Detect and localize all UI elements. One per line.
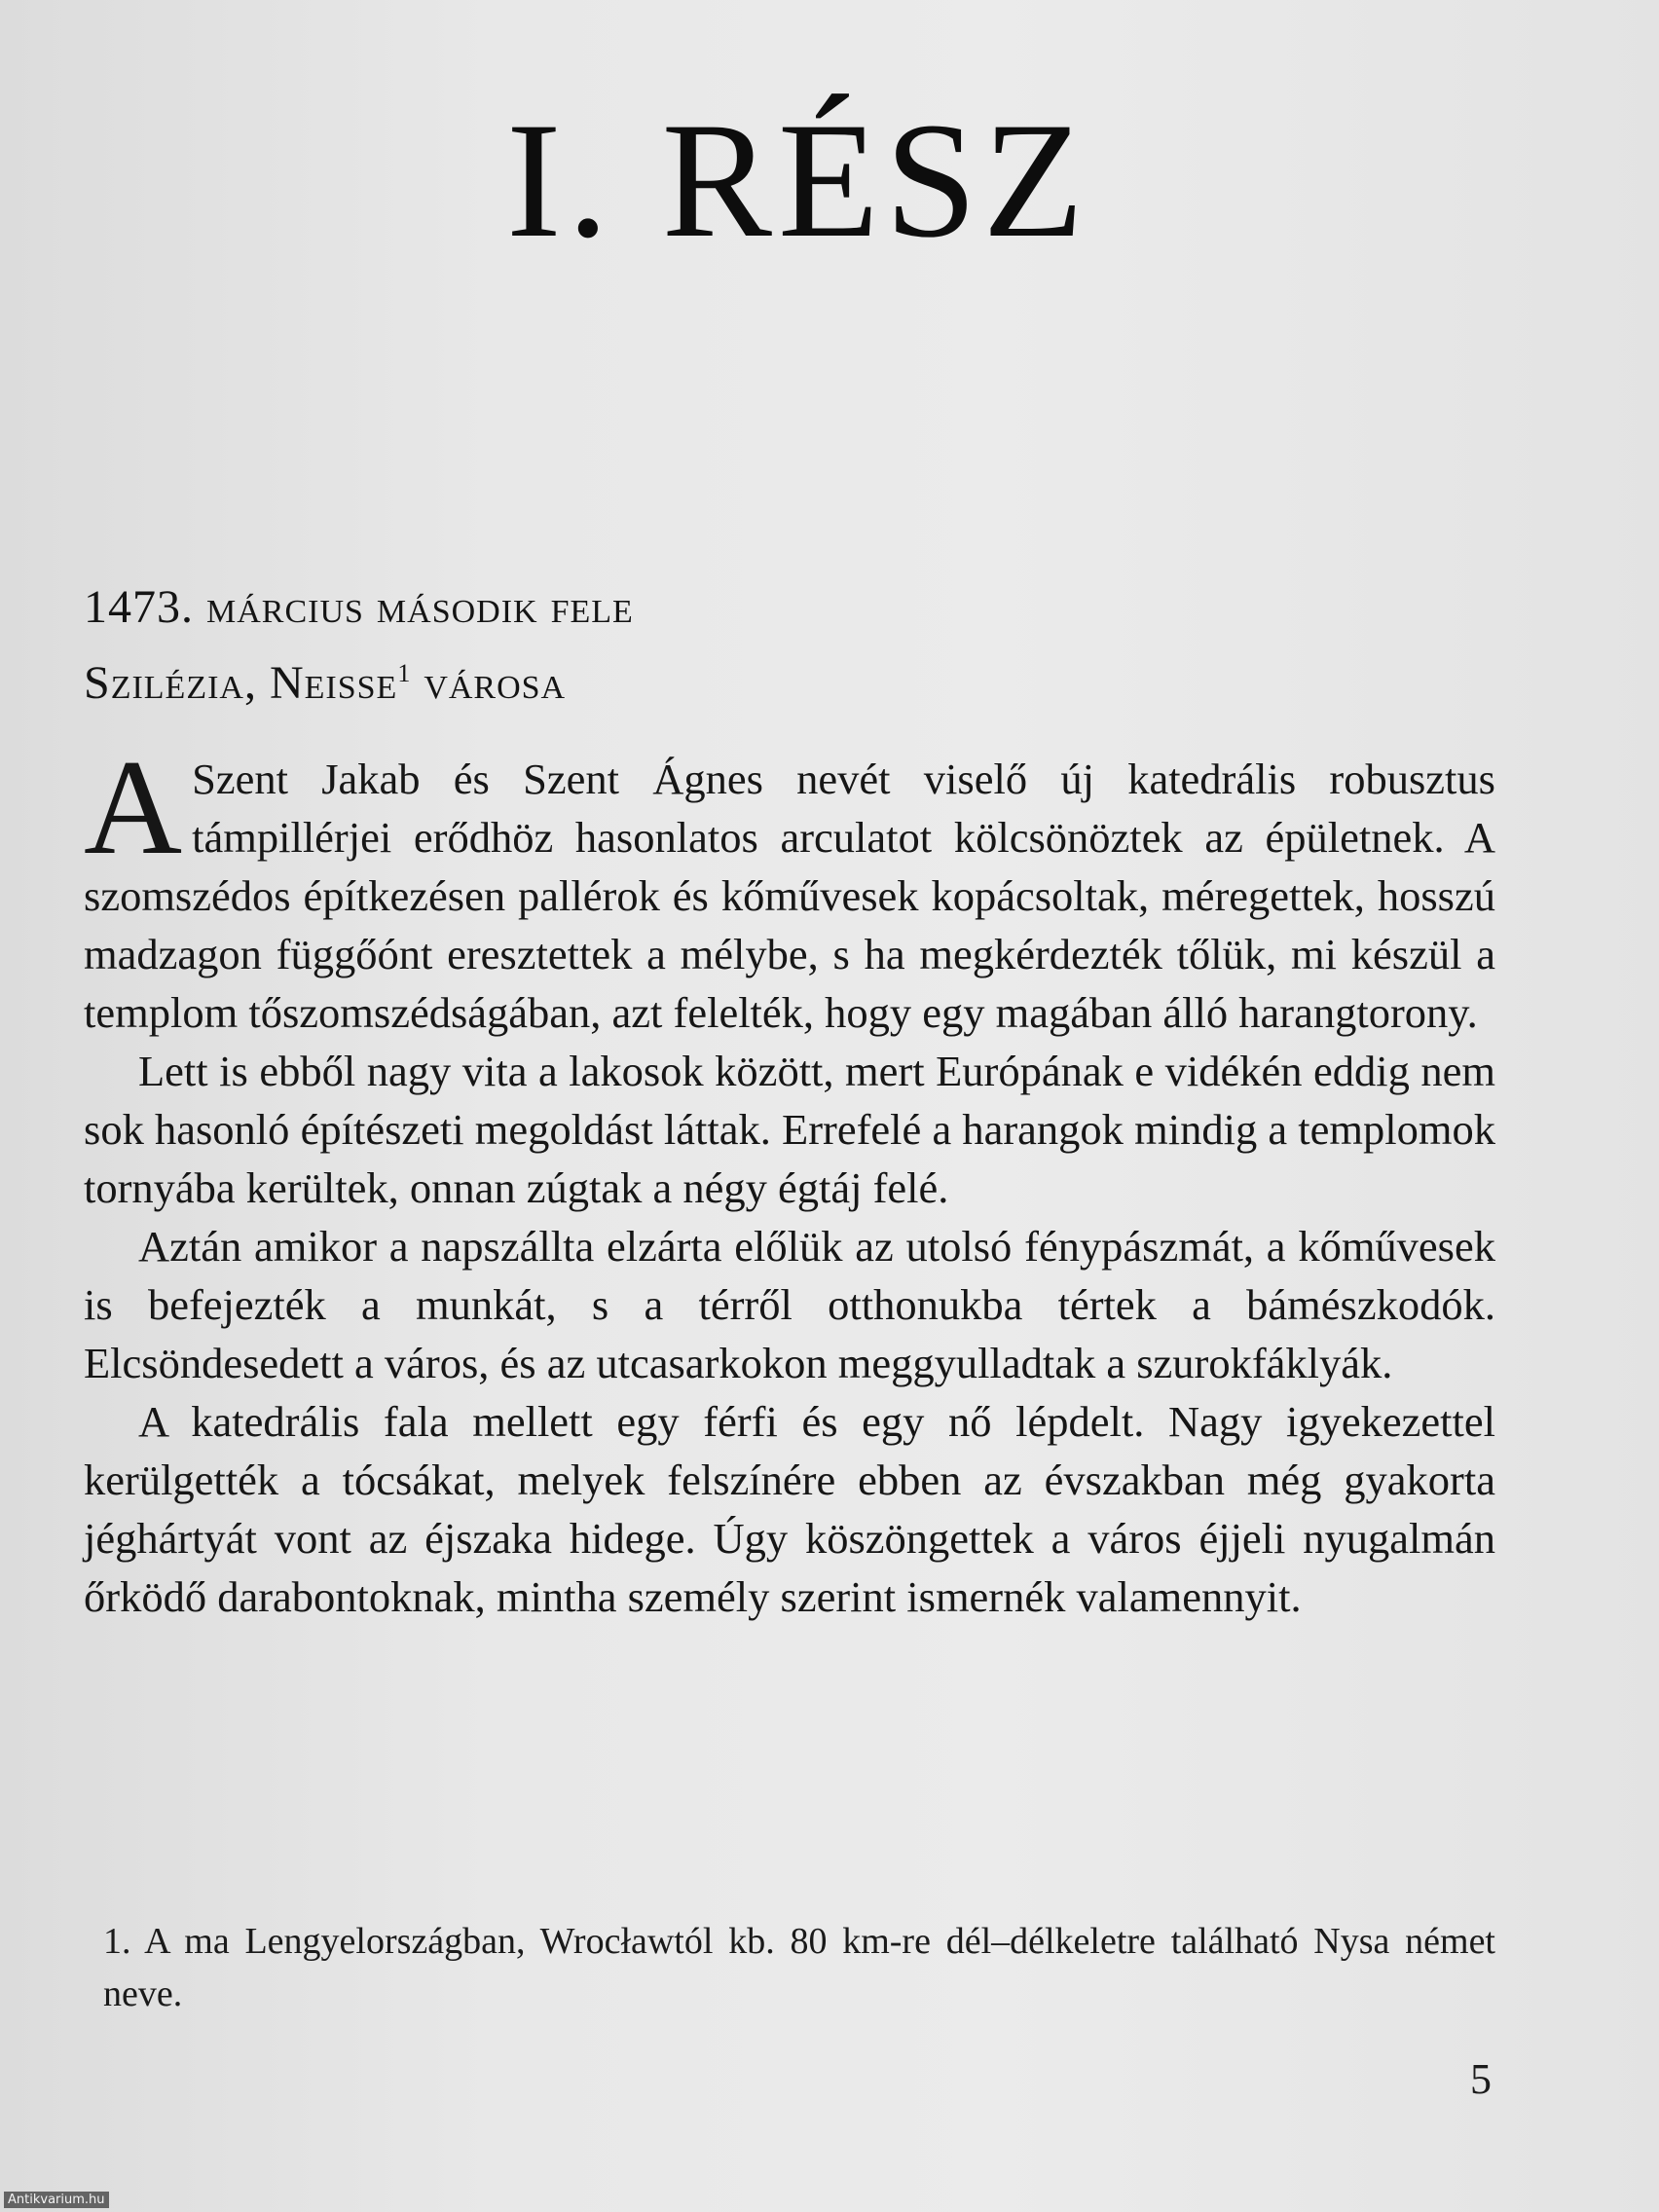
footnote-ref: 1 — [397, 659, 412, 687]
page-number: 5 — [1470, 2055, 1492, 2103]
section-heading — [84, 574, 634, 717]
chapter-title: I. RÉSZ — [506, 89, 1090, 272]
body-text — [84, 732, 1495, 1626]
drop-cap: A — [84, 732, 183, 883]
paragraph: A katedrális fala mellett egy férfi és egy nő lépdelt. Nagy igyekezettel kerülgették a tócsákat, melyek felszínére ebben az évszakban még gyakorta jéghártyát vont az éjszaka hidege. Úgy köszöngettek a város éjjeli nyugalmán őrködő darabontoknak, mintha személy szerint ismernék valamennyit. — [84, 1397, 1495, 1621]
watermark: Antikvarium.hu — [4, 2192, 109, 2208]
heading-place: Szilézia, Neisse$^1$ városa — [84, 657, 567, 709]
paragraph: Aztán amikor a napszállta elzárta előlük az utolsó fénypászmát, a kőművesek is befejezték a munkát, s a térről otthonukba tértek a bámészkodók. Elcsöndesedett a város, és az utcasarkokon meggyulladtak a szurokfáklyák. — [84, 1222, 1495, 1387]
footnote: 1. A ma Lengyelországban, Wrocławtól kb. 80 km-re dél–délkeletre található Nysa német neve. — [103, 1921, 1495, 2014]
heading-date: 1473. március második fele — [84, 581, 634, 633]
paragraph: Lett is ebből nagy vita a lakosok között, mert Európának e vidékén eddig nem sok hasonló építészeti megoldást láttak. Errefelé a harangok mindig a templomok tornyába kerültek, onnan zúgtak a négy égtáj felé. — [84, 1047, 1495, 1212]
paragraph: A Szent Jakab és Szent Ágnes nevét viselő új katedrális robusztus támpillérjei erődhöz hasonlatos arculatot kölcsönöztek az épületnek. A szomszédos építkezésen pallérok és kőművesek kopácsoltak, méregettek, hosszú madzagon függőónt eresztettek a mélybe, s ha megkérdezték tőlük, mi készül a templom tőszomszédságában, azt felelték, hogy egy magában álló harangtorony. — [84, 732, 1495, 1037]
